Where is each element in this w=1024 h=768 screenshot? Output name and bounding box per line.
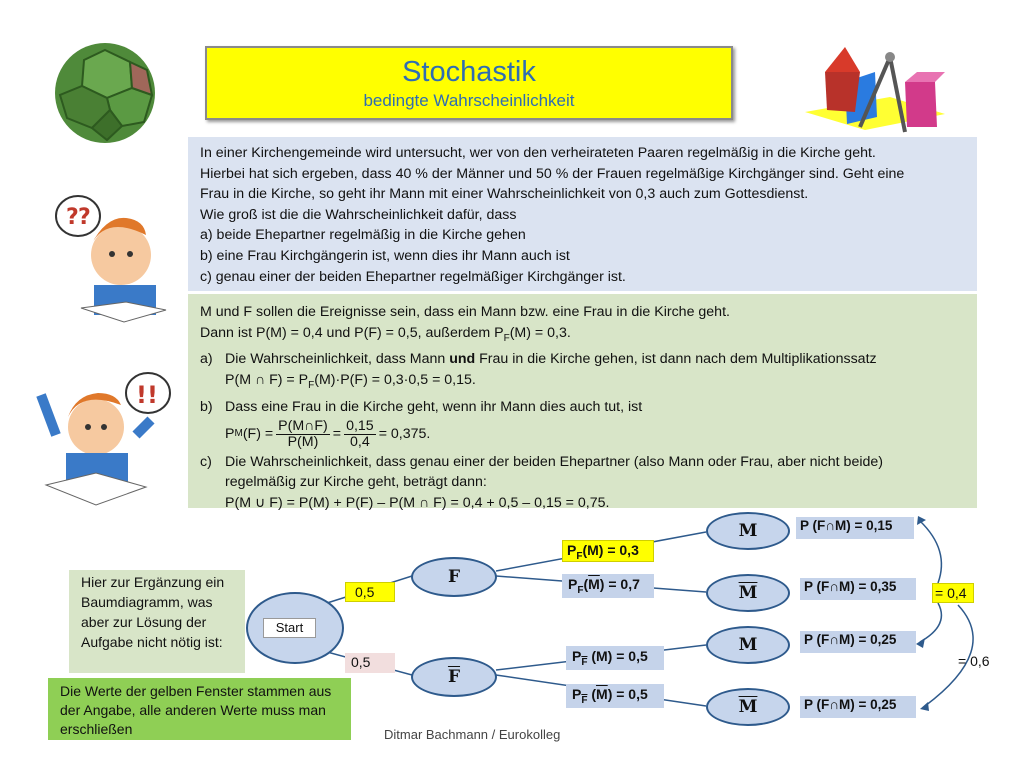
svg-text:!!: !! <box>136 381 158 409</box>
fraction-conditional: $\frac{P(M\cap F)}{P(M)}$ <box>278 418 328 451</box>
solution-part-c: c) Die Wahrscheinlichkeit, dass genau einer der beiden Ehepartner (also Mann oder Frau, aber nicht beide) <box>200 453 883 470</box>
task-line: c) genau einer der beiden Ehepartner regelmäßiger Kirchgänger ist. <box>200 268 626 285</box>
task-line: In einer Kirchengemeinde wird untersucht, wer von den verheirateten Paaren regelmäßig in die Kirche geht. <box>200 145 876 161</box>
tree-hint-box: Hier zur Ergänzung ein Baumdiagramm, was aber zur Lösung der Aufgabe nicht nötig ist: <box>69 570 245 673</box>
result-label-4: P (F∩M) = 0,25 <box>800 696 916 718</box>
sum-label-04: = 0,4 <box>932 583 974 603</box>
conditional-label-pfbar-m: $P_{\overline{F}}$ (M) = 0,5 <box>566 646 664 670</box>
task-line: Wie groß ist die die Wahrscheinlichkeit dafür, dass <box>200 206 517 223</box>
solution-part-b: b) Dass eine Frau in die Kirche geht, wenn ihr Mann dies auch tut, ist <box>200 398 643 415</box>
solution-intro: M und F sollen die Ereignisse sein, dass ein Mann bzw. eine Frau in die Kirche geht. <box>200 304 730 320</box>
svg-text:?: ? <box>78 205 91 230</box>
tree-start-label: Start <box>263 618 316 638</box>
tree-node-m-1: M <box>706 512 790 550</box>
solution-given-values: Dann ist P(M) = 0,4 und P(F) = 0,5, außerdem $P_F(M) = 0,3$. <box>200 324 571 344</box>
task-line: a) beide Ehepartner regelmäßig in die Kirche gehen <box>200 227 526 244</box>
result-label-2: P (F∩M) = 0,35 <box>800 578 916 600</box>
result-label-3: P (F∩M) = 0,25 <box>800 631 916 653</box>
tree-node-m-2: M <box>706 626 790 664</box>
footer-author: Ditmar Bachmann / Eurokolleg <box>384 727 561 742</box>
sum-label-06: = 0,6 <box>958 653 990 669</box>
conditional-label-pfbar-mbar: $P_{\overline{F}}$ $(\overline{M}) = 0,5$ <box>566 684 664 708</box>
task-line: b) eine Frau Kirchgängerin ist, wenn dies ihr Mann auch ist <box>200 247 570 264</box>
yellow-values-note: Die Werte der gelben Fenster stammen aus der Angabe, alle anderen Werte muss man erschließen <box>48 678 351 740</box>
solution-part-c-text: regelmäßig zur Kirche geht, beträgt dann: <box>225 474 487 491</box>
svg-text:?: ? <box>66 205 79 230</box>
page-title: Stochastik <box>402 56 536 88</box>
solution-part-c-formula: P(M ∪ F) = P(M) + P(F) – P(M ∩ F) = 0,4 + 0,5 – 0,15 = 0,75. <box>225 495 610 512</box>
task-line: Frau in die Kirche, so geht ihr Mann mit einer Wahrscheinlichkeit von 0,3 auch zum Gottesdienst. <box>200 186 809 203</box>
conditional-label-pf-m: $P_F(M) = 0,3$ <box>562 540 654 562</box>
page-subtitle: bedingte Wahrscheinlichkeit <box>363 91 575 110</box>
tree-node-f-bar: $\overline{F}$ <box>411 657 497 697</box>
tree-node-m-bar-2: $\overline{M}$ <box>706 688 790 726</box>
tree-node-m-bar-1: $\overline{M}$ <box>706 574 790 612</box>
conditional-label-pf-mbar: $P_F(\overline{M}) = 0,7$ <box>562 574 654 598</box>
solution-part-b-formula: P M (F) = $\frac{P(M\cap F)}{P(M)}$ = $\frac{0,15}{0,4}$ = 0,375. <box>225 418 431 451</box>
result-label-1: P (F∩M) = 0,15 <box>796 517 914 539</box>
edge-label-f: 0,5 <box>345 582 395 602</box>
solution-part-a-formula: P(M ∩ $F) = P_F(M)\cdot P(F) = 0,3\cdot 0,5 = 0,15$. <box>225 372 476 392</box>
task-line: Hierbei hat sich ergeben, dass 40 % der Männer und 50 % der Frauen regelmäßige Kirchgänger sind. Geht eine <box>200 165 905 182</box>
tree-node-f: F <box>411 557 497 597</box>
edge-label-f-bar: 0,5 <box>345 653 395 673</box>
fraction-values: $\frac{0,15}{0,4}$ <box>346 418 374 451</box>
solution-part-a: a) Die Wahrscheinlichkeit, dass Mann und Frau in die Kirche gehen, ist dann nach dem Multiplikationssatz <box>200 351 877 368</box>
